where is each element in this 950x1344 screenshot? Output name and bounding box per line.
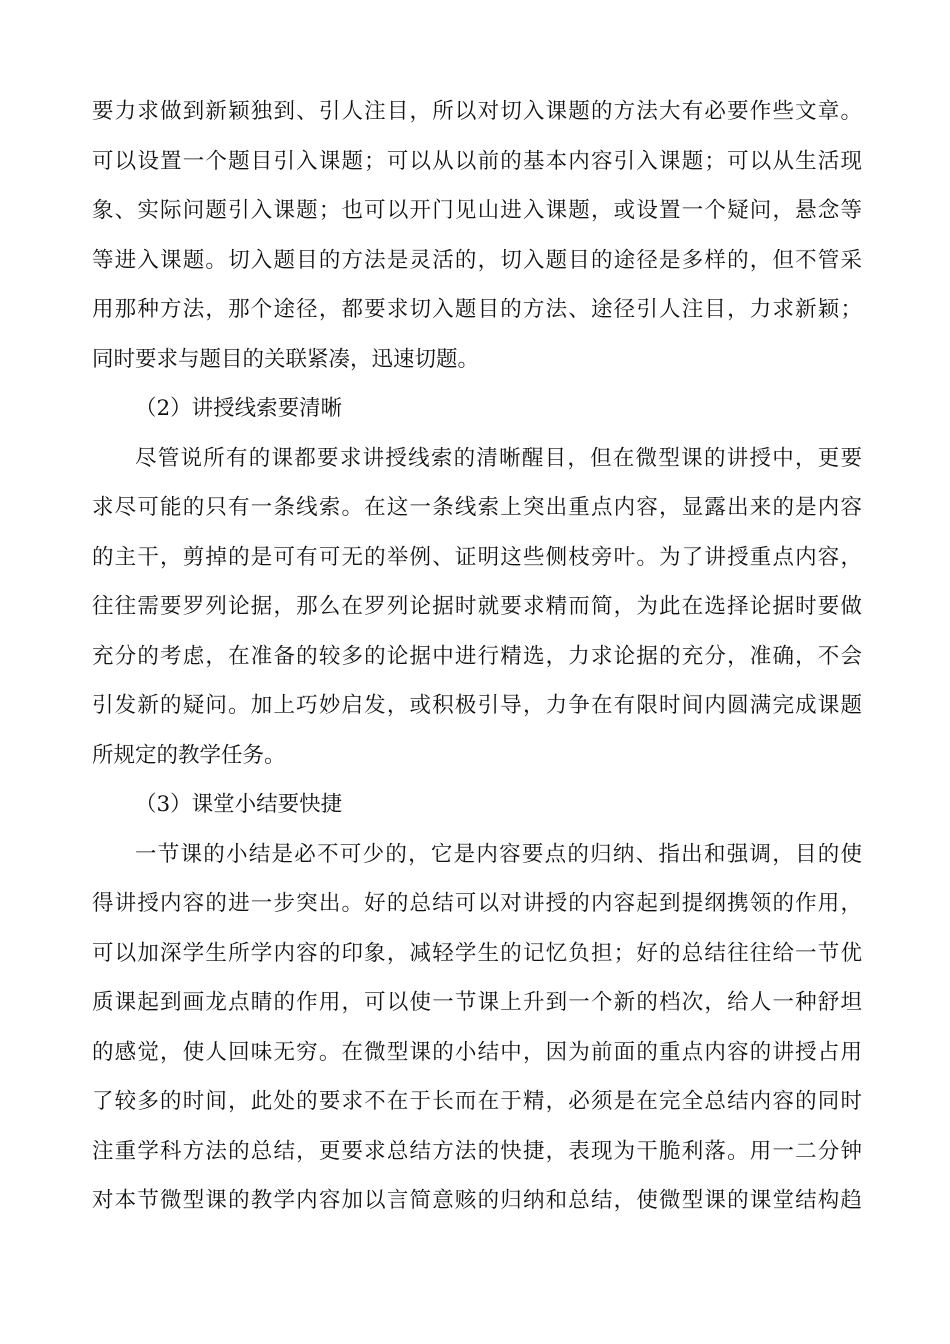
paragraph-line: 可以设置一个题目引入课题；可以从以前的基本内容引入课题；可以从生活现 <box>92 148 862 174</box>
paragraph-line: 一节课的小结是必不可少的，它是内容要点的归纳、指出和强调，目的使 <box>135 841 862 867</box>
paragraph-line: 可以加深学生所学内容的印象，减轻学生的记忆负担；好的总结往往给一节优 <box>92 940 862 966</box>
paragraph-line: 象、实际问题引入课题；也可以开门见山进入课题，或设置一个疑问，悬念等 <box>92 198 862 223</box>
paragraph-line: 求尽可能的只有一条线索。在这一条线索上突出重点内容，显露出来的是内容 <box>92 495 862 520</box>
paragraph-line: 注重学科方法的总结，更要求总结方法的快捷，表现为干脆利落。用一二分钟 <box>92 1138 862 1164</box>
paragraph-line: 了较多的时间，此处的要求不在于长而在于精，必须是在完全总结内容的同时 <box>92 1089 862 1114</box>
paragraph-line: 质课起到画龙点睛的作用，可以使一节课上升到一个新的档次，给人一种舒坦 <box>92 990 862 1015</box>
paragraph-line: 的感觉，使人回味无穷。在微型课的小结中，因为前面的重点内容的讲授占用 <box>92 1039 862 1065</box>
paragraph-line: 的主干，剪掉的是可有可无的举例、证明这些侧枝旁叶。为了讲授重点内容， <box>92 544 862 570</box>
paragraph-line: 得讲授内容的进一步突出。好的总结可以对讲授的内容起到提纲携领的作用， <box>92 891 862 916</box>
paragraph-line: 同时要求与题目的关联紧凑，迅速切题。 <box>92 346 480 372</box>
paragraph-line: 往往需要罗列论据，那么在罗列论据时就要求精而简，为此在选择论据时要做 <box>92 594 862 619</box>
section-heading: （3）课堂小结要快捷 <box>135 792 343 817</box>
section-heading: （2）讲授线索要清晰 <box>135 396 343 421</box>
paragraph-line: 所规定的教学任务。 <box>92 742 286 768</box>
paragraph-line: 尽管说所有的课都要求讲授线索的清晰醒目，但在微型课的讲授中，更要 <box>135 445 862 471</box>
paragraph-line: 用那种方法，那个途径，都要求切入题目的方法、途径引人注目，力求新颖； <box>92 297 862 322</box>
paragraph-line: 充分的考虑，在准备的较多的论据中进行精选，力求论据的充分，准确，不会 <box>92 643 862 669</box>
paragraph-line: 对本节微型课的教学内容加以言简意赅的归纳和总结，使微型课的课堂结构趋 <box>92 1188 862 1213</box>
document-page <box>92 87 862 1226</box>
paragraph-line: 等进入课题。切入题目的方法是灵活的，切入题目的途径是多样的，但不管采 <box>92 247 862 273</box>
paragraph-line: 引发新的疑问。加上巧妙启发，或积极引导，力争在有限时间内圆满完成课题 <box>92 693 862 718</box>
paragraph-line: 要力求做到新颖独到、引人注目，所以对切入课题的方法大有必要作些文章。 <box>92 99 862 124</box>
